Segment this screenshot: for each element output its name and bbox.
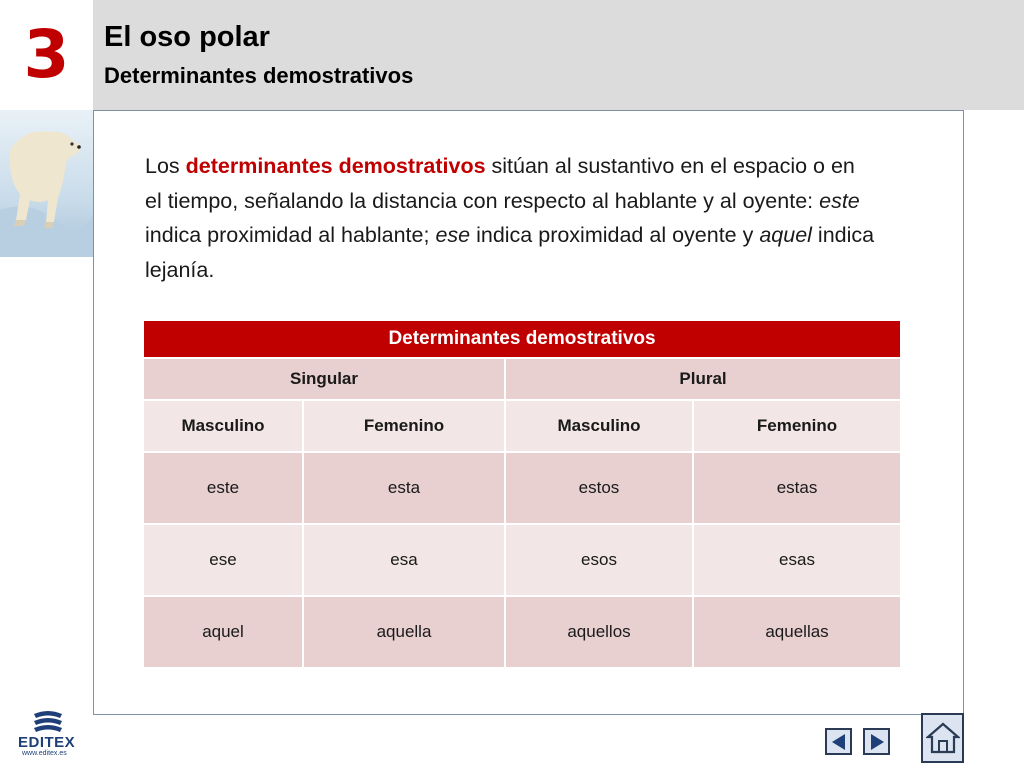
page-subtitle: Determinantes demostrativos [104,63,414,88]
table-cell: estas [693,452,901,524]
intro-part1: sitúan al sustantivo en el espacio o en el tiempo, señalando la distancia con respecto al hablante y al oyente: [145,154,855,213]
gender-header: Femenino [303,400,505,452]
table-cell: aquellos [505,596,693,668]
table-cell: aquellas [693,596,901,668]
home-icon [926,721,960,755]
intro-term-aquel: aquel [759,223,812,247]
logo-text: EDITEX [18,734,76,751]
table-cell: aquel [143,596,303,668]
intro-part3: indica proximidad al oyente y [470,223,760,247]
table-title: Determinantes demostrativos [143,320,901,358]
gender-header: Masculino [505,400,693,452]
intro-paragraph [145,149,875,287]
gender-header: Femenino [693,400,901,452]
table-cell: estos [505,452,693,524]
group-header-plural: Plural [505,358,901,400]
table-cell: esos [505,524,693,596]
table-cell: ese [143,524,303,596]
table-cell: esas [693,524,901,596]
intro-highlight: determinantes demostrativos [185,154,486,178]
home-button[interactable] [921,713,964,763]
previous-slide-button[interactable] [825,728,852,755]
group-header-singular: Singular [143,358,505,400]
triangle-left-icon [829,732,849,752]
table-row [143,452,901,524]
editex-logo[interactable] [14,710,78,760]
intro-part4: indica lejanía. [145,223,875,282]
demonstratives-table [142,319,902,669]
gender-header: Masculino [143,400,303,452]
content-panel [93,110,964,715]
intro-term-ese: ese [435,223,471,247]
unit-number-box [0,0,93,110]
intro-term-este: este [819,188,860,213]
table-row [143,596,901,668]
editex-logo-icon [28,710,68,732]
next-slide-button[interactable] [863,728,890,755]
table-cell: este [143,452,303,524]
polar-bear-image [0,110,93,257]
table-cell: esta [303,452,505,524]
logo-url: www.editex.es [22,750,67,757]
table-cell: aquella [303,596,505,668]
intro-part2: indica proximidad al hablante; [145,223,436,247]
table-row [143,524,901,596]
unit-number: 3 [23,16,70,93]
intro-lead: Los [145,154,186,178]
triangle-right-icon [867,732,887,752]
page-title: El oso polar [104,21,270,53]
header [93,0,1024,110]
table-cell: esa [303,524,505,596]
